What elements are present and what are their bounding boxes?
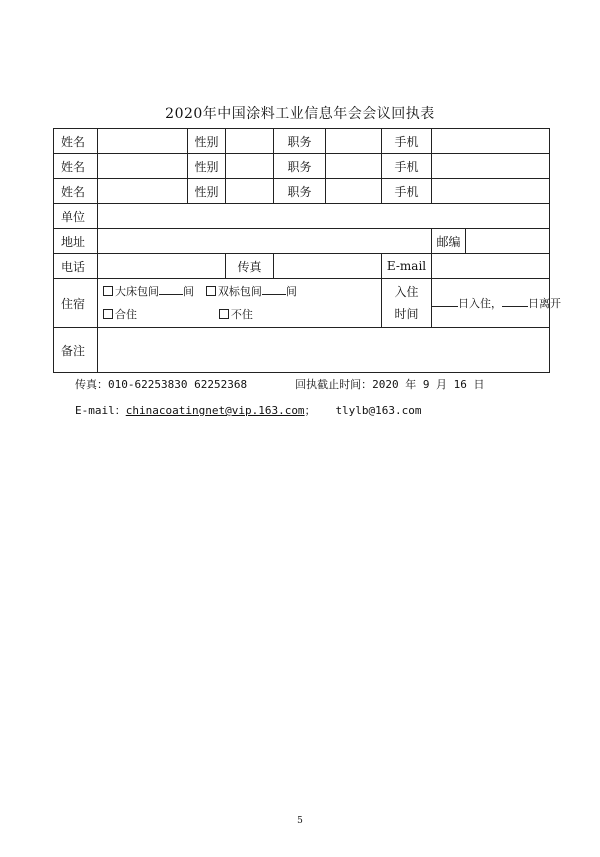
king-count-blank[interactable] [159,284,183,295]
address-row [54,229,550,254]
checkbox-icon [206,286,216,296]
twin-room-option[interactable]: 双标包间 间 [206,281,297,303]
mobile-label: 手机 [382,129,432,154]
postcode-label: 邮编 [432,229,466,254]
fax-field[interactable] [274,254,382,279]
remarks-row [54,328,550,373]
address-field[interactable] [98,229,432,254]
email-footer-label: E-mail： [75,404,126,417]
company-row [54,204,550,229]
email-label: E-mail [382,254,432,279]
email-link-primary[interactable]: chinacoatingnet@vip.163.com [125,404,305,417]
contact-row [54,254,550,279]
phone-field[interactable] [98,254,226,279]
footer-email-line [75,402,422,418]
position-field[interactable] [326,154,382,179]
gender-label: 性别 [188,154,226,179]
mobile-field[interactable] [432,179,550,204]
company-label: 单位 [54,204,98,229]
lodging-label: 住宿 [54,279,98,328]
page-number: 5 [297,816,303,826]
shared-room-option[interactable]: 合住 [103,304,207,326]
attendee-row [54,129,550,154]
footer-contact-line [75,376,485,392]
address-label: 地址 [54,229,98,254]
attendee-row [54,154,550,179]
mobile-label: 手机 [382,179,432,204]
fax-label: 传真 [226,254,274,279]
name-label: 姓名 [54,129,98,154]
name-label: 姓名 [54,154,98,179]
mobile-label: 手机 [382,154,432,179]
name-label: 姓名 [54,179,98,204]
checkin-label: 入住 时间 [382,279,432,328]
name-field[interactable] [98,179,188,204]
position-field[interactable] [326,129,382,154]
postcode-field[interactable] [466,229,550,254]
name-field[interactable] [98,154,188,179]
position-label: 职务 [274,179,326,204]
lodging-options [98,279,382,328]
checkbox-icon [103,286,113,296]
registration-form-table [53,128,561,373]
mobile-field[interactable] [432,154,550,179]
king-room-option[interactable]: 大床包间 间 [103,281,194,303]
fax-numbers: 传真：010-62253830 62252368 [75,378,248,391]
checkin-dates: 日入住， 日离开 [432,279,550,328]
phone-label: 电话 [54,254,98,279]
lodging-row [54,279,550,328]
gender-field[interactable] [226,154,274,179]
deadline-text: 回执截止时间：2020 年 9 月 16 日 [295,378,485,391]
gender-field[interactable] [226,129,274,154]
company-field[interactable] [98,204,550,229]
position-label: 职务 [274,154,326,179]
no-lodging-option[interactable]: 不住 [219,304,253,326]
attendee-row [54,179,550,204]
email-link-secondary[interactable]: tlylb@163.com [335,404,422,417]
arrive-day-blank[interactable] [432,296,458,307]
email-separator: ； [304,404,316,417]
gender-label: 性别 [188,129,226,154]
leave-day-blank[interactable] [502,296,528,307]
name-field[interactable] [98,129,188,154]
form-title: 2020年中国涂料工业信息年会会议回执表 [165,106,435,122]
twin-count-blank[interactable] [262,284,286,295]
position-label: 职务 [274,129,326,154]
remarks-field[interactable] [98,328,550,373]
position-field[interactable] [326,179,382,204]
gender-label: 性别 [188,179,226,204]
email-field[interactable] [432,254,550,279]
checkbox-icon [219,309,229,319]
remarks-label: 备注 [54,328,98,373]
checkbox-icon [103,309,113,319]
mobile-field[interactable] [432,129,550,154]
gender-field[interactable] [226,179,274,204]
